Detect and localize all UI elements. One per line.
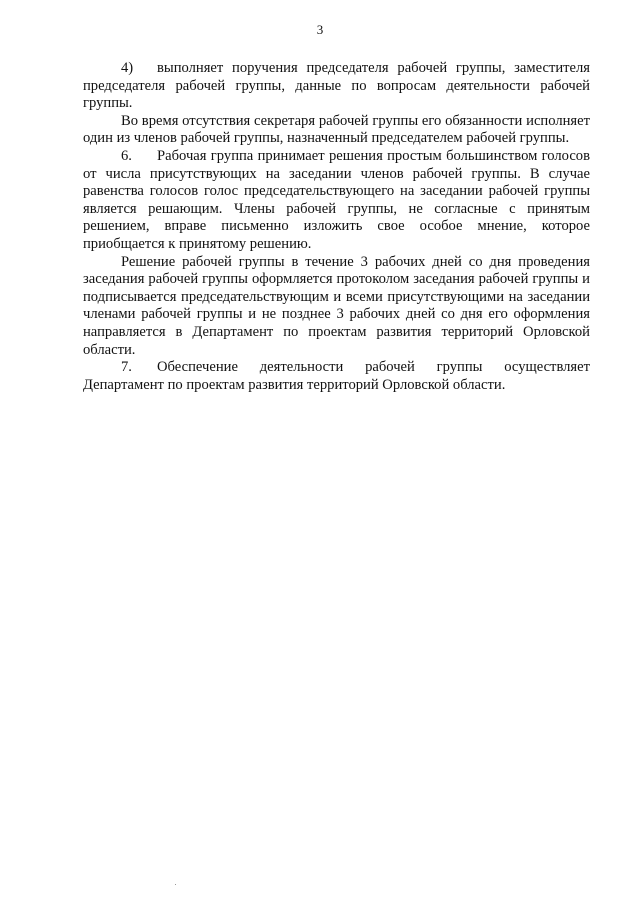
item-number: 6. <box>121 147 132 164</box>
document-body <box>83 60 590 394</box>
paragraph-text: Решение рабочей группы в течение 3 рабочих дней со дня проведения заседания рабочей группы оформляется протоколом заседания рабочей группы и подписывается председательствующим и всеми присутствующими на заседании членами рабочей группы и не позднее 3 рабочих дней со дня его оформления направляется в Департамент по проектам развития территорий Орловской области. <box>83 253 590 358</box>
paragraph-text: Обеспечение деятельности рабочей группы осуществляет Департамент по проектам развития территорий Орловской области. <box>83 359 590 393</box>
paragraph-item-6 <box>83 148 590 254</box>
scan-speck <box>175 884 176 885</box>
paragraph-item-7 <box>83 359 590 394</box>
item-number: 7. <box>121 359 132 376</box>
page-number: 3 <box>316 22 324 37</box>
paragraph-decision-protocol <box>83 254 590 360</box>
paragraph-text: Во время отсутствия секретаря рабочей группы его обязанности исполняет один из членов рабочей группы, назначенный председателем рабочей группы. <box>83 112 590 147</box>
paragraph-secretary-absence <box>83 113 590 148</box>
paragraph-item-4 <box>83 60 590 113</box>
paragraph-text: выполняет поручения председателя рабочей группы, заместителя председателя рабочей группы, данные по вопросам деятельности рабочей группы. <box>83 60 590 112</box>
item-number: 4) <box>121 60 134 76</box>
paragraph-text: Рабочая группа принимает решения простым большинством голосов от числа присутствующих на заседании членов рабочей группы. В случае равенства голосов голос председательствующего на заседании рабочей группы является решающим. Члены рабочей группы, не согласные с принятым решением, вправе письменно изложить свое особое мнение, которое приобщается к принятому решению. <box>83 147 590 252</box>
